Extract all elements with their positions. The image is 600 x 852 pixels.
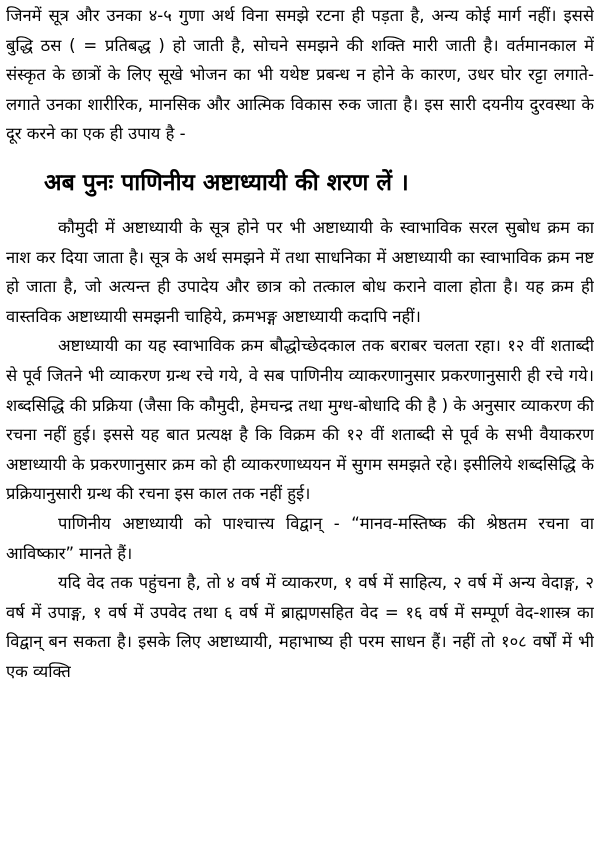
paragraph-history: अष्टाध्यायी का यह स्वाभाविक क्रम बौद्धोच्छेदकाल तक बराबर चलता रहा। १२ वीं शताब्दी से पूर्व जितने भी व्याकरण ग्रन्थ रचे गये, वे सब पाणिनीय व्याकरणानुसार प्रकरणानुसारी ही रचे गये। शब्दसिद्धि की प्रक्रिया (जैसा कि कौमुदी, हेमचन्द्र तथा मुग्ध-बोधादि की है ) के अनुसार व्याकरण की रचना नहीं हुई। इससे यह बात प्रत्यक्ष है कि विक्रम की १२ वीं शताब्दी से पूर्व के सभी वैयाकरण अष्टाध्यायी के प्रकरणानुसार क्रम को ही व्याकरणाध्ययन में सुगम समझते रहे। इसीलिये शब्दसिद्धि के प्रक्रियानुसारी ग्रन्थ की रचना इस काल तक नहीं हुई। <box>6 336 594 504</box>
paragraph-kaumudi: कौमुदी में अष्टाध्यायी के सूत्र होने पर भी अष्टाध्यायी के स्वाभाविक सरल सुबोध क्रम का नाश कर दिया जाता है। सूत्र के अर्थ समझने में तथा साधनिका में अष्टाध्यायी का स्वाभाविक क्रम नष्ट हो जाता है, जो अत्यन्त ही उपादेय और छात्र को तत्काल बोध कराने वाला होता है। यह क्रम ही वास्तविक अष्टाध्यायी समझनी चाहिये, क्रमभङ्ग अष्टाध्यायी कदापि नहीं। <box>6 217 594 326</box>
paragraph-western-scholars: पाणिनीय अष्टाध्यायी को पाश्चात्त्य विद्वान् - “मानव-मस्तिष्क की श्रेष्ठतम रचना वा आविष्कार” मानते हैं। <box>6 513 594 563</box>
document-page <box>6 0 594 852</box>
paragraph-curriculum: यदि वेद तक पहुंचना है, तो ४ वर्ष में व्याकरण, १ वर्ष में साहित्य, २ वर्ष में अन्य वेदाङ्ग, २ वर्ष में उपाङ्ग, १ वर्ष में उपवेद तथा ६ वर्ष में ब्राह्मणसहित वेद = १६ वर्ष में सम्पूर्ण वेद-शास्त्र का विद्वान् बन सकता है। इसके लिए अष्टाध्यायी, महाभाष्य ही परम साधन हैं। नहीं तो १०८ वर्षों में भी एक व्यक्ति <box>6 573 594 681</box>
intro-paragraph: जिनमें सूत्र और उनका ४-५ गुणा अर्थ विना समझे रटना ही पड़ता है, अन्य कोई मार्ग नहीं। इससे बुद्धि ठस ( = प्रतिबद्ध ) हो जाती है, सोचने समझने की शक्ति मारी जाती है। वर्तमानकाल में संस्कृत के छात्रों के लिए सूखे भोजन का भी यथेष्ट प्रबन्ध न होने के कारण, उधर घोर रट्टा लगाते-लगाते उनका शारीरिक, मानसिक और आत्मिक विकास रुक जाता है। इस सारी दयनीय दुरवस्था के दूर करने का एक ही उपाय है - <box>6 6 594 144</box>
section-heading: अब पुनः पाणिनीय अष्टाध्यायी की शरण लें । <box>44 169 409 196</box>
